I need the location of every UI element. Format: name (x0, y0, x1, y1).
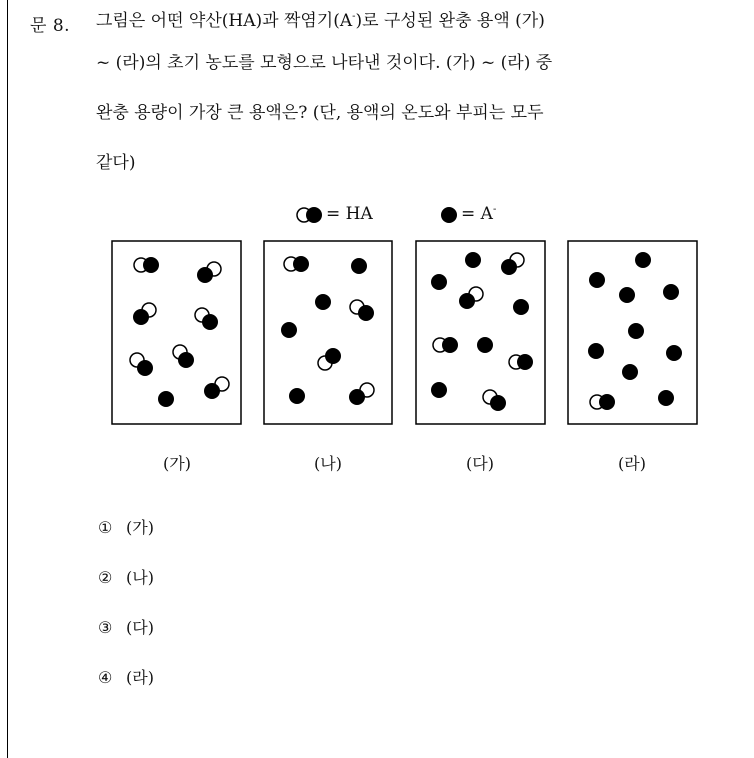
legend-ha-icon (297, 207, 322, 223)
legend-a-sign: - (492, 204, 497, 215)
a-ion (635, 252, 651, 268)
a-ion (658, 390, 674, 406)
a-ion (666, 345, 682, 361)
ha-molecule (130, 353, 153, 376)
a-ion (513, 299, 529, 315)
a-ion (431, 274, 447, 290)
panel-label-na: (나) (314, 454, 342, 473)
ha-molecule (197, 262, 221, 283)
a-ion (158, 391, 174, 407)
a-ion (431, 382, 447, 398)
question-line-2: ~ (라)의 초기 농도를 모형으로 나타낸 것이다. (가) ~ (라) 중 (96, 53, 553, 73)
ha-molecule (349, 383, 374, 405)
choice-1-mark: ① (98, 518, 113, 537)
ha-molecule (318, 348, 341, 370)
ha-molecule (173, 345, 194, 368)
a-ion (289, 388, 305, 404)
choice-2[interactable] (98, 565, 154, 588)
question-line-1-end: )로 구성된 완충 용액 (가) (355, 11, 545, 31)
ha-molecule (590, 394, 615, 410)
panel-label-ra: (라) (618, 454, 646, 473)
choice-3[interactable] (98, 615, 154, 638)
legend-ha-label: = HA (326, 204, 373, 224)
ha-molecule (509, 354, 533, 370)
a-ion (465, 252, 481, 268)
a-ion (281, 322, 297, 338)
choice-4-mark: ④ (98, 668, 113, 687)
question-line-3: 완충 용량이 가장 큰 용액은? (단, 용액의 온도와 부피는 모두 (96, 103, 544, 123)
legend-a-label (461, 204, 496, 224)
a-ion (351, 258, 367, 274)
ha-molecule (501, 253, 524, 275)
question-anion-sign: - (352, 11, 356, 22)
ha-molecule (459, 287, 483, 309)
a-ion (477, 337, 493, 353)
panel-label-da: (다) (466, 454, 494, 473)
question-number: 문 8. (30, 16, 71, 36)
choice-2-text: (나) (126, 568, 154, 587)
panel-label-ga: (가) (163, 454, 191, 473)
a-ion (619, 287, 635, 303)
panel-da-box (416, 241, 545, 424)
question-line-4: 같다) (96, 153, 136, 173)
a-ion (588, 343, 604, 359)
a-ion (315, 294, 331, 310)
a-ion (622, 364, 638, 380)
question-line-1-start: 그림은 어떤 약산(HA)과 짝염기(A (96, 11, 353, 31)
ha-molecule (134, 257, 159, 273)
choice-1[interactable] (98, 515, 154, 538)
ha-molecule (204, 377, 229, 399)
choice-4-text: (라) (126, 668, 154, 687)
ha-molecule (284, 256, 309, 272)
ha-molecule (350, 300, 374, 321)
a-ion (663, 284, 679, 300)
choice-3-mark: ③ (98, 618, 113, 637)
ha-molecule (195, 308, 218, 330)
choice-2-mark: ② (98, 568, 113, 587)
ha-molecule (133, 303, 156, 325)
a-ion (628, 323, 644, 339)
panel-ga-box (112, 241, 241, 424)
ha-molecule (433, 337, 458, 353)
legend-a-text: = A (461, 204, 493, 224)
choice-1-text: (가) (126, 518, 154, 537)
choice-3-text: (다) (126, 618, 154, 637)
a-ion (589, 272, 605, 288)
ha-molecule (483, 390, 506, 411)
legend-a-icon (441, 207, 457, 223)
panel-na-box (264, 241, 392, 424)
panel-ra-box (568, 241, 697, 424)
choice-4[interactable] (98, 665, 154, 688)
